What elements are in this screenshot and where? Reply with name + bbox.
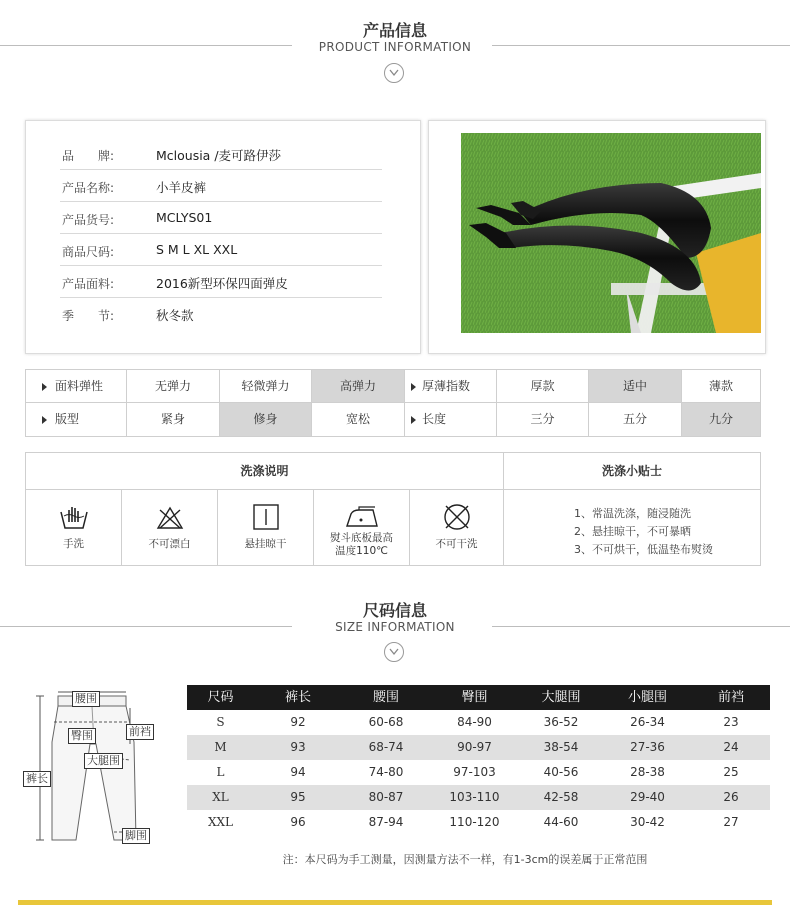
size-note: 注：本尺码为手工测量，因测量方法不一样，有1-3cm的误差属于正常范围: [282, 853, 648, 866]
iron-icon: [345, 506, 379, 528]
wash-caption-line2: 温度110℃: [335, 545, 388, 557]
attr-label-text: 面料弹性: [55, 379, 104, 393]
wash-caption: 不可干洗: [435, 538, 478, 550]
info-value: S M L XL XXL: [156, 242, 238, 257]
size-cell: L: [216, 765, 225, 779]
size-cell: 42-58: [543, 790, 579, 804]
table-row: [187, 810, 770, 835]
size-cell: 97-103: [453, 765, 496, 779]
size-cell: 90-97: [457, 740, 492, 754]
hang-dry-icon: [252, 503, 280, 531]
size-cell: 25: [723, 765, 739, 779]
info-label: 商品尺码:: [62, 245, 115, 259]
size-col-header: 小腿围: [627, 690, 667, 705]
size-cell: 74-80: [368, 765, 404, 779]
size-cell: 26-34: [630, 715, 665, 729]
size-cell: S: [216, 715, 225, 729]
info-label: 品 牌:: [62, 149, 115, 163]
size-cell: 103-110: [449, 790, 500, 804]
size-cell: 38-54: [543, 740, 579, 754]
attr-option: 五分: [589, 403, 682, 436]
size-col-header: 尺码: [207, 690, 234, 705]
attr-label-length: [405, 403, 497, 436]
size-table-header: [187, 685, 770, 710]
table-row: [187, 785, 770, 810]
table-row: [187, 760, 770, 785]
info-value: Mclousia /麦可路伊莎: [156, 148, 282, 163]
attr-label-text: 厚薄指数: [422, 379, 471, 393]
triangle-right-icon: [411, 383, 416, 391]
diagram-label-length: 裤长: [23, 771, 51, 787]
size-cell: 110-120: [449, 815, 500, 829]
attr-label-thickness: [405, 370, 497, 403]
size-cell: 36-52: [543, 715, 579, 729]
info-value: 秋冬款: [156, 308, 194, 323]
chevron-down-icon: [384, 642, 404, 662]
diagram-label-waist: 腰围: [72, 691, 100, 707]
wash-caption: 手洗: [63, 538, 84, 550]
size-cell: 23: [723, 715, 739, 729]
size-info-subtitle: SIZE INFORMATION: [335, 620, 455, 634]
size-cell: 93: [290, 740, 306, 754]
info-row-season: [60, 297, 382, 329]
info-row-fabric: [60, 265, 382, 298]
wash-panel: [25, 452, 761, 566]
info-value: 2016新型环保四面弹皮: [156, 276, 288, 291]
size-cell: 44-60: [543, 815, 579, 829]
table-row: [187, 735, 770, 760]
diagram-label-hem: 脚围: [122, 828, 150, 844]
wash-tips-title: 洗涤小贴士: [504, 453, 760, 490]
attr-option-selected: 修身: [220, 403, 312, 436]
product-info-subtitle: PRODUCT INFORMATION: [318, 40, 472, 54]
info-row-brand: [60, 137, 382, 170]
info-value: 小羊皮裤: [156, 180, 207, 195]
table-row: [187, 710, 770, 735]
attr-option-selected: 九分: [682, 403, 760, 436]
wash-caption: 悬挂晾干: [244, 538, 287, 550]
attr-option: 无弹力: [127, 370, 220, 403]
size-cell: 84-90: [457, 715, 492, 729]
wash-caption: 熨斗底板最高: [330, 532, 393, 544]
size-cell: 27: [723, 815, 739, 829]
info-row-sizes: [60, 233, 382, 266]
product-info-panel: [25, 120, 421, 354]
diagram-label-hip: 臀围: [68, 728, 96, 744]
triangle-right-icon: [42, 383, 47, 391]
attribute-table: [25, 369, 761, 437]
size-col-header: 裤长: [284, 690, 311, 705]
size-cell: 96: [290, 815, 306, 829]
triangle-right-icon: [42, 416, 47, 424]
info-label: 产品货号:: [62, 213, 115, 227]
size-cell: 94: [290, 765, 306, 779]
size-cell: 27-36: [630, 740, 665, 754]
info-label: 季 节:: [62, 309, 115, 323]
wash-caption: 不可漂白: [148, 538, 191, 550]
info-label: 产品面料:: [62, 277, 115, 291]
info-row-sku: [60, 201, 382, 234]
size-cell: 80-87: [368, 790, 404, 804]
size-col-header: 臀围: [461, 690, 488, 705]
attr-option: 紧身: [127, 403, 220, 436]
info-value: MCLYS01: [156, 210, 213, 225]
size-cell: XXL: [207, 815, 234, 829]
size-cell: 29-40: [630, 790, 665, 804]
size-cell: 26: [723, 790, 739, 804]
wash-item-no-bleach: [122, 490, 218, 566]
size-cell: 87-94: [368, 815, 404, 829]
size-cell: 95: [290, 790, 306, 804]
attr-label-text: 版型: [55, 412, 80, 426]
size-info-title: 尺码信息: [362, 601, 427, 620]
attr-option: 厚款: [497, 370, 589, 403]
size-cell: 40-56: [543, 765, 579, 779]
attr-option: 宽松: [312, 403, 405, 436]
wash-item-iron: [314, 490, 410, 566]
wash-tip: 3、不可烘干，低温垫布熨烫: [574, 543, 713, 556]
hand-wash-icon: [59, 504, 89, 530]
bottom-accent-bar: [18, 900, 772, 905]
size-cell: 68-74: [368, 740, 404, 754]
info-label: 产品名称:: [62, 181, 115, 195]
size-cell: 60-68: [368, 715, 404, 729]
attr-option: 三分: [497, 403, 589, 436]
wash-tip: 2、悬挂晾干，不可暴晒: [574, 525, 691, 538]
size-col-header: 腰围: [372, 690, 399, 705]
product-photo: [461, 133, 761, 333]
wash-title: 洗涤说明: [26, 453, 504, 490]
wash-item-no-dry-clean: [410, 490, 504, 566]
product-info-title: 产品信息: [362, 21, 427, 40]
size-col-header: 前裆: [717, 690, 744, 705]
wash-item-hang-dry: [218, 490, 314, 566]
attr-label-fit: [26, 403, 127, 436]
wash-item-hand-wash: [26, 490, 122, 566]
attr-option-selected: 高弹力: [312, 370, 405, 403]
product-photo-frame: [428, 120, 766, 354]
attr-option-selected: 适中: [589, 370, 682, 403]
attr-label-text: 长度: [422, 412, 447, 426]
no-bleach-icon: [156, 506, 184, 530]
wash-tip: 1、常温洗涤，随浸随洗: [574, 507, 691, 520]
triangle-right-icon: [411, 416, 416, 424]
attr-option: 轻微弹力: [220, 370, 312, 403]
chevron-down-icon: [384, 63, 404, 83]
size-cell: 30-42: [630, 815, 665, 829]
size-col-header: 大腿围: [541, 690, 581, 705]
size-cell: XL: [212, 790, 229, 804]
diagram-label-thigh: 大腿围: [84, 753, 123, 769]
diagram-label-rise: 前裆: [126, 724, 154, 740]
info-row-name: [60, 169, 382, 202]
size-cell: 28-38: [630, 765, 665, 779]
size-cell: M: [214, 740, 227, 754]
size-cell: 92: [290, 715, 306, 729]
no-dry-clean-icon: [442, 502, 472, 532]
size-cell: 24: [723, 740, 739, 754]
attr-label-elasticity: [26, 370, 127, 403]
attr-option: 薄款: [682, 370, 760, 403]
pants-measurement-diagram: [18, 682, 168, 852]
